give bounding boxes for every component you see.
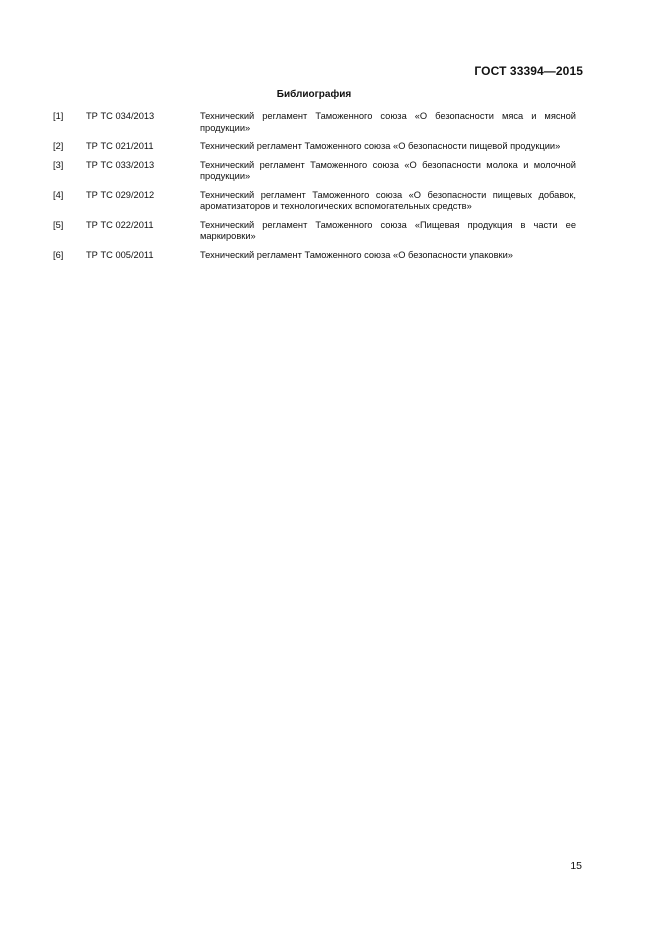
bibliography-entry-2	[53, 141, 576, 153]
entry-description: Технический регламент Таможенного союза «Пищевая продукция в части ее маркировки»	[200, 219, 576, 241]
entry-number: [6]	[53, 249, 64, 260]
entry-code: ТР ТС 034/2013	[86, 111, 155, 121]
bibliography-entry-3	[53, 160, 576, 183]
entry-number: [4]	[53, 189, 64, 200]
entry-description: Технический регламент Таможенного союза «О безопасности упаковки»	[200, 249, 513, 260]
entry-number: [3]	[53, 159, 64, 170]
entry-code: ТР ТС 022/2011	[86, 219, 154, 230]
section-title: Библиография	[276, 89, 352, 100]
bibliography-entry-1	[53, 111, 576, 134]
entry-code: ТР ТС 021/2011	[86, 141, 154, 151]
entry-number: [1]	[53, 111, 64, 121]
entry-description: Технический регламент Таможенного союза «О безопасности пищевых добавок, ароматизаторов и технологических вспомогательных средств»	[200, 189, 576, 211]
bibliography-list	[53, 111, 576, 268]
bibliography-entry-4	[53, 190, 576, 213]
entry-number: [5]	[53, 219, 64, 230]
entry-description: Технический регламент Таможенного союза «О безопасности мяса и мясной продукции»	[200, 111, 576, 133]
entry-description: Технический регламент Таможенного союза «О безопасности молока и молочной продукции»	[200, 159, 576, 181]
document-code: ГОСТ 33394—2015	[474, 64, 583, 78]
bibliography-entry-5	[53, 220, 576, 243]
entry-code: ТР ТС 005/2011	[86, 249, 154, 260]
entry-code: ТР ТС 033/2013	[86, 159, 155, 170]
entry-code: ТР ТС 029/2012	[86, 189, 155, 200]
entry-description: Технический регламент Таможенного союза «О безопасности пищевой продукции»	[200, 141, 561, 151]
bibliography-entry-6	[53, 250, 576, 262]
page-number: 15	[570, 860, 582, 872]
entry-number: [2]	[53, 141, 64, 151]
